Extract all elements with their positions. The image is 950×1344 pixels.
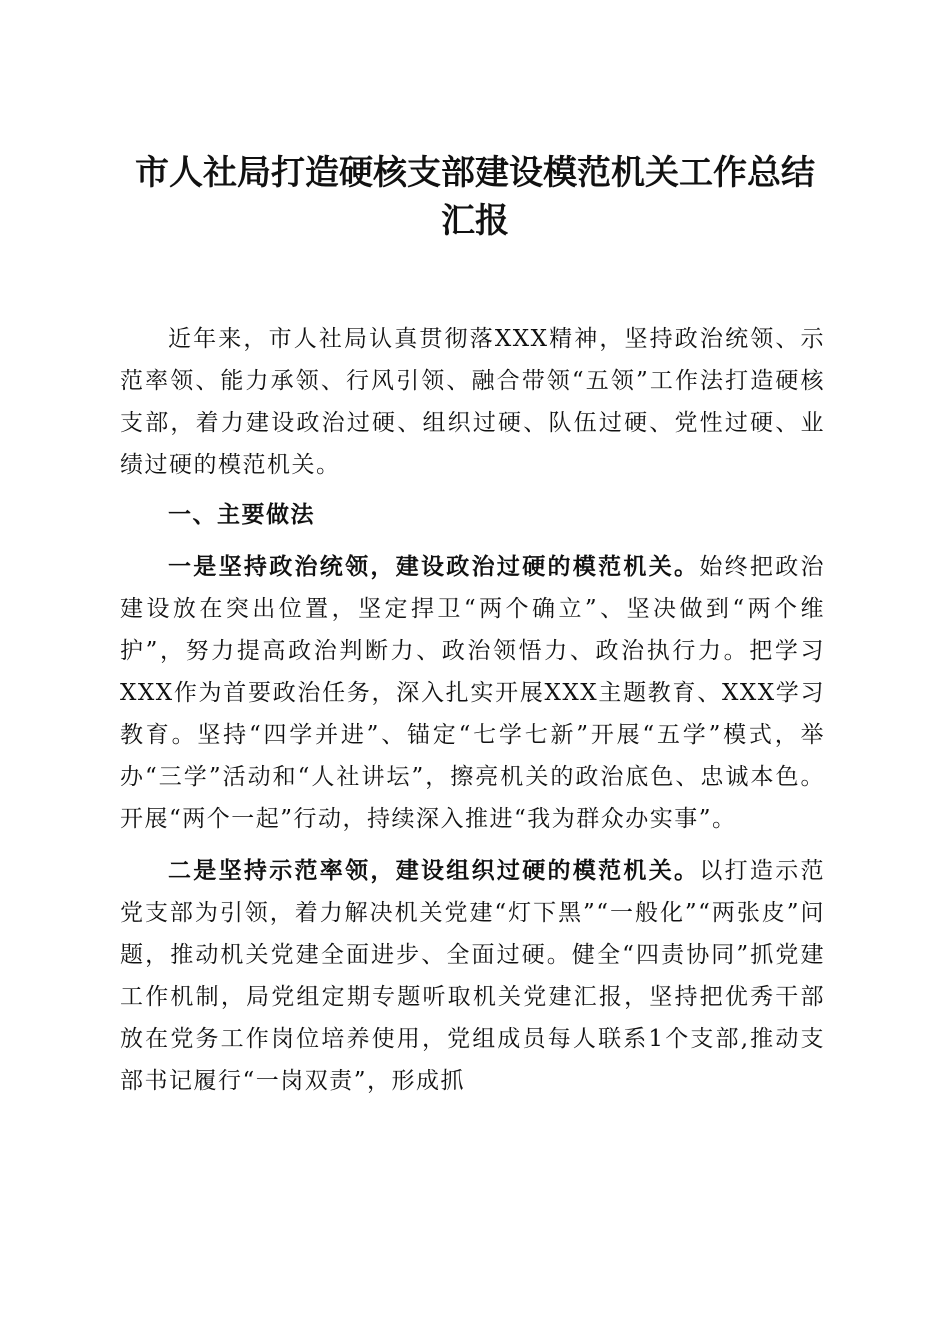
paragraph-political-leadership: [120, 546, 825, 840]
paragraph-text-demonstration: 以打造示范党支部为引领，着力解决机关党建“灯下黑”“一般化”“两张皮”问题，推动机关党建全面进步、全面过硬。健全“四责协同”抓党建工作机制，局党组定期专题听取机关党建汇报，坚持把优秀干部放在党务工作岗位培养使用，党组成员每人联系1个支部,推动支部书记履行“一岗双责”，形成抓: [120, 858, 826, 1094]
intro-paragraph: 近年来，市人社局认真贯彻落XXX精神，坚持政治统领、示范率领、能力承领、行风引领、融合带领“五领”工作法打造硬核支部，着力建设政治过硬、组织过硬、队伍过硬、党性过硬、业绩过硬的模范机关。: [120, 326, 825, 478]
paragraph-lead-political: 一是坚持政治统领，建设政治过硬的模范机关。: [168, 554, 700, 580]
document-body: [120, 318, 825, 1102]
document-title-line-2: 汇报: [441, 201, 509, 241]
section-heading-main-practices: 一、主要做法: [168, 502, 315, 528]
paragraph-demonstration-leadership: [120, 850, 825, 1102]
paragraph-text-political: 始终把政治建设放在突出位置，坚定捍卫“两个确立”、坚决做到“两个维护”，努力提高政治判断力、政治领悟力、政治执行力。把学习XXX作为首要政治任务，深入扎实开展XXX主题教育、XXX学习教育。坚持“四学并进”、锚定“七学七新”开展“五学”模式，举办“三学”活动和“人社讲坛”，擦亮机关的政治底色、忠诚本色。开展“两个一起”行动，持续深入推进“我为群众办实事”。: [120, 554, 826, 832]
paragraph-lead-demonstration: 二是坚持示范率领，建设组织过硬的模范机关。: [168, 858, 700, 884]
document-title-line-1: 市人社局打造硬核支部建设模范机关工作总结: [135, 153, 815, 193]
